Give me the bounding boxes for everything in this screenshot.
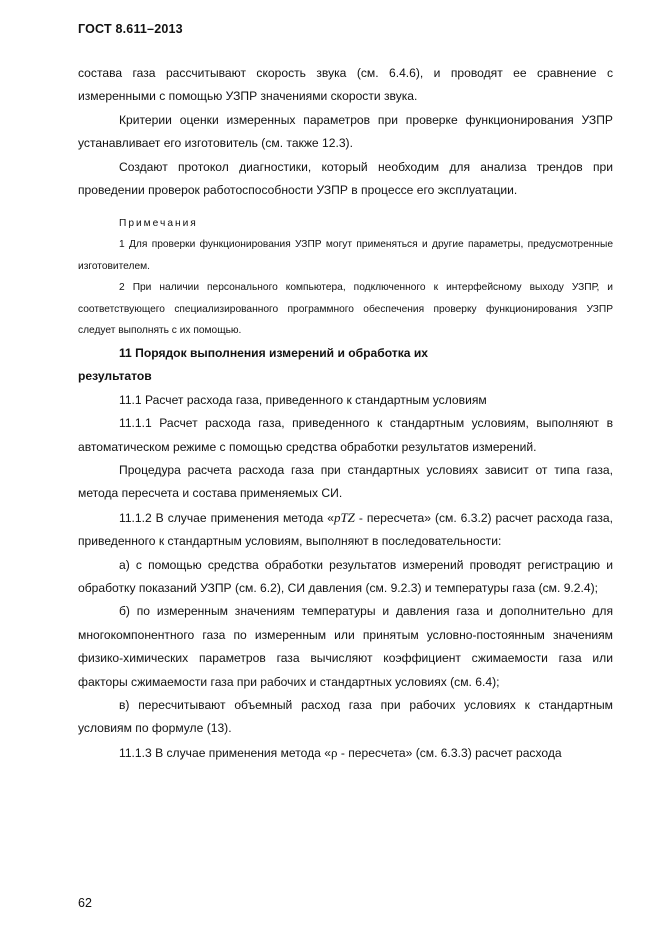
- section-heading-line-2: результатов: [78, 369, 152, 384]
- paragraph-procedure: Процедура расчета расхода газа при стандартных условиях зависит от типа газа, метода пересчета и состава применяемых СИ.: [78, 462, 613, 501]
- note-item-1: 1 Для проверки функционирования УЗПР могут применяться и другие параметры, предусмотренные изготовителем.: [78, 239, 613, 272]
- section-heading-line-1: 11 Порядок выполнения измерений и обработка их: [119, 345, 429, 360]
- paragraph-11-1-3-end: - пересчета» (см. 6.3.3) расчет расхода: [337, 745, 562, 760]
- note-item-2: 2 При наличии персонального компьютера, подключенного к интерфейсному выходу УЗПР, и соответствующего специализированного программного обеспечения проверку функционирования УЗПР следует выполнять с их помощью.: [78, 282, 613, 337]
- list-item-a: а) с помощью средства обработки результатов измерений проводят регистрацию и обработку показаний УЗПР (см. 6.2), СИ давления (см. 9.2.3) и температуры газа (см. 9.2.4);: [78, 557, 613, 595]
- section-heading: [78, 342, 613, 389]
- page-number: 62: [78, 896, 92, 910]
- paragraph-11-1-2-end: - пересчета» (см. 6.3.2) расчет расхода газа, приведенного к стандартным условиям, выполняют в последовательности:: [78, 510, 613, 549]
- paragraph-11-1-3: [78, 741, 613, 765]
- paragraph-continuation: состава газа рассчитывают скорость звука (см. 6.4.6), и проводят ее сравнение с измеренными с помощью УЗПР значениями скорости звука.: [78, 66, 613, 104]
- paragraph-protocol: Создают протокол диагностики, который необходим для анализа трендов при проведении проверок работоспособности УЗПР в процессе его эксплуатации.: [78, 159, 613, 198]
- paragraph-criteria: Критерии оценки измеренных параметров при проверке функционирования УЗПР устанавливает его изготовитель (см. также 12.3).: [78, 112, 613, 151]
- notes-title: Примечания: [119, 218, 198, 230]
- paragraph-11-1-2: [78, 506, 613, 554]
- notes-block: [78, 213, 613, 342]
- paragraph-11-1-2-start: 11.1.2 В случае применения метода «: [119, 510, 334, 525]
- list-item-v: в) пересчитывают объемный расход газа при рабочих условиях к стандартным условиям по формуле (13).: [78, 698, 613, 736]
- list-item-b: б) по измеренным значениям температуры и давления газа и дополнительно для многокомпонентного газа по измеренным или принятым условно-постоянным значениям физико-химических параметров газа вычисляют коэффициент сжимаемости газа или факторы сжимаемости газа при рабочих и стандартных условиях (см. 6.4);: [78, 604, 613, 689]
- document-body: [78, 62, 613, 765]
- paragraph-11-1: 11.1 Расчет расхода газа, приведенного к стандартным условиям: [119, 392, 487, 407]
- method-rho-symbol: ρ: [330, 744, 338, 760]
- method-ptz-symbol: pTZ: [333, 509, 355, 525]
- paragraph-11-1-1: 11.1.1 Расчет расхода газа, приведенного к стандартным условиям, выполняют в автоматическом режиме с помощью средства обработки результатов измерений.: [78, 416, 613, 454]
- document-code-header: ГОСТ 8.611–2013: [78, 22, 183, 36]
- paragraph-11-1-3-start: 11.1.3 В случае применения метода «: [119, 745, 331, 760]
